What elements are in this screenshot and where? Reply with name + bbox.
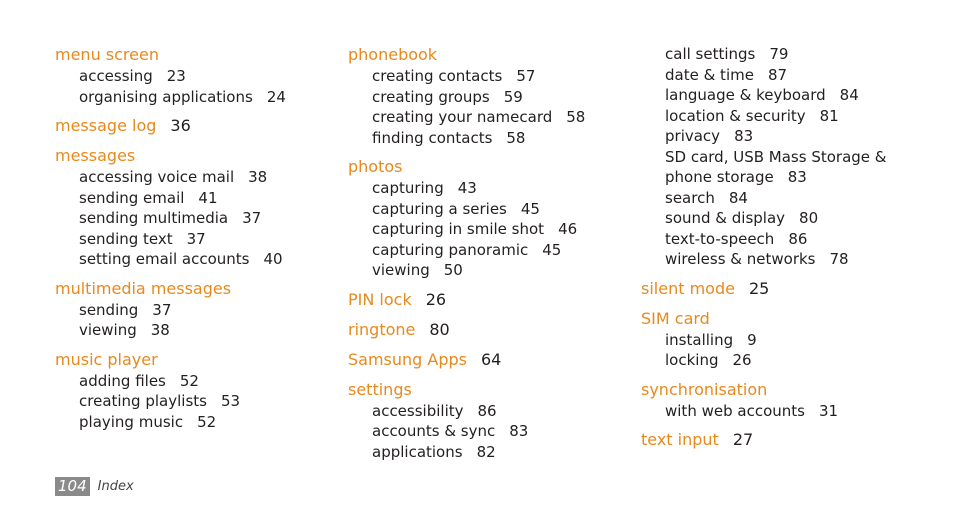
index-page-number: 83 <box>734 127 754 145</box>
index-column-3 <box>641 44 931 459</box>
index-page-number: 81 <box>819 106 839 125</box>
index-page-number: 78 <box>829 250 849 268</box>
index-heading <box>348 319 618 341</box>
index-heading <box>55 145 325 167</box>
index-page-number: 37 <box>186 229 206 248</box>
index-entry <box>348 289 618 311</box>
index-subentry-text: accounts & sync <box>372 422 496 440</box>
index-page-number: 23 <box>166 67 186 85</box>
index-subentry <box>348 401 618 422</box>
index-page-number: 52 <box>179 371 199 390</box>
index-subentry <box>641 85 931 106</box>
index-heading-text: synchronisation <box>641 379 768 399</box>
page-number: 104 <box>55 477 90 496</box>
index-page-number: 86 <box>788 229 808 248</box>
index-subentry <box>348 107 618 128</box>
index-entry <box>55 145 325 270</box>
index-page-number: 31 <box>818 401 839 420</box>
index-heading <box>641 379 931 401</box>
index-heading-text: PIN lock <box>348 289 412 309</box>
index-page-number: 38 <box>150 321 170 339</box>
index-entry <box>641 308 931 371</box>
index-subentry-text: sending <box>79 300 139 319</box>
index-subentry-text: setting email accounts <box>79 250 250 268</box>
index-subentry <box>348 199 618 220</box>
index-heading-text: phonebook <box>348 45 438 64</box>
index-page-number: 58 <box>566 108 586 126</box>
index-subentry-text: with web accounts <box>665 401 805 420</box>
index-entry <box>55 115 325 137</box>
index-subentry <box>55 208 325 229</box>
index-subentry <box>55 412 325 433</box>
index-page-number: 57 <box>516 67 536 85</box>
index-subentry <box>348 421 618 442</box>
index-subentry-text: capturing in smile shot <box>372 220 545 238</box>
index-subentry <box>55 249 325 270</box>
index-subentry <box>348 442 618 463</box>
index-subentry <box>641 229 931 250</box>
index-subentry-text: accessibility <box>372 401 464 420</box>
index-subentry-text: capturing <box>372 179 444 197</box>
index-page-number: 80 <box>799 209 819 227</box>
index-page-number: 87 <box>767 65 788 84</box>
index-page-number: 84 <box>839 86 859 104</box>
index-subentry-text: sending multimedia <box>79 209 229 227</box>
index-entry <box>641 278 931 300</box>
index-column-1 <box>55 44 325 440</box>
index-subentry-text: creating groups <box>372 87 490 106</box>
index-page-number: 36 <box>170 116 191 135</box>
index-subentry <box>55 167 325 188</box>
index-column-2 <box>348 44 618 470</box>
index-subentry <box>641 147 931 168</box>
index-subentry-text: privacy <box>665 127 721 145</box>
index-heading <box>55 115 325 137</box>
index-page-number: 79 <box>769 45 789 63</box>
index-page-number: 59 <box>503 87 523 106</box>
index-subentry <box>348 219 618 240</box>
index-subentry <box>641 401 931 422</box>
index-subentry <box>348 87 618 108</box>
index-subentry-text: organising applications <box>79 87 253 106</box>
index-subentry-text: locking <box>665 351 719 369</box>
index-subentry <box>55 320 325 341</box>
index-subentry-text: capturing a series <box>372 199 507 218</box>
index-entry <box>641 429 931 451</box>
index-page-number: 53 <box>220 392 241 410</box>
index-subentry-text: accessing voice mail <box>79 168 235 186</box>
index-subentry <box>55 188 325 209</box>
index-subentry-text: installing <box>665 330 734 349</box>
index-heading-text: SIM card <box>641 308 710 328</box>
index-heading <box>348 44 618 66</box>
index-page-number: 38 <box>248 168 268 186</box>
index-heading <box>641 308 931 330</box>
index-entry <box>348 379 618 463</box>
index-heading <box>641 278 931 300</box>
index-subentry-text: viewing <box>372 261 430 279</box>
index-subentry-text: sending text <box>79 229 173 248</box>
index-entry <box>641 44 931 270</box>
index-entry <box>55 44 325 107</box>
index-page-number: 43 <box>457 179 477 197</box>
index-page-number: 83 <box>509 422 529 440</box>
index-entry <box>348 349 618 371</box>
index-subentry <box>641 208 931 229</box>
index-subentry <box>55 229 325 250</box>
index-subentry-text: sending email <box>79 188 185 207</box>
index-page-number: 40 <box>263 250 283 268</box>
index-page-number: 24 <box>266 87 286 106</box>
index-page-number: 52 <box>197 412 217 431</box>
index-subentry <box>641 106 931 127</box>
index-page-number: 80 <box>429 319 450 339</box>
index-subentry <box>55 371 325 392</box>
index-subentry-text: call settings <box>665 45 756 63</box>
index-page-number: 37 <box>242 209 262 227</box>
section-name: Index <box>97 478 134 494</box>
index-subentry <box>55 300 325 321</box>
index-page-number: 84 <box>728 188 748 207</box>
index-subentry <box>641 65 931 86</box>
index-heading <box>348 349 618 371</box>
index-heading-text: music player <box>55 349 158 369</box>
index-entry <box>55 349 325 433</box>
index-heading-text: message log <box>55 116 157 135</box>
index-heading <box>55 349 325 371</box>
index-heading-text: settings <box>348 379 412 399</box>
index-heading-text: messages <box>55 146 136 165</box>
index-page-number: 37 <box>152 300 172 319</box>
index-heading <box>55 278 325 300</box>
index-entry <box>348 156 618 281</box>
index-heading <box>348 379 618 401</box>
index-subentry <box>641 167 931 188</box>
index-subentry <box>641 350 931 371</box>
index-heading-text: Samsung Apps <box>348 349 467 369</box>
index-subentry <box>55 87 325 108</box>
index-page-number: 26 <box>732 351 752 369</box>
index-page-number: 27 <box>732 430 754 449</box>
index-subentry <box>641 330 931 351</box>
index-heading <box>348 156 618 178</box>
index-subentry-text: SD card, USB Mass Storage & <box>665 147 887 166</box>
index-subentry-text: capturing panoramic <box>372 240 529 259</box>
index-heading <box>348 289 618 311</box>
index-heading-text: menu screen <box>55 45 159 64</box>
index-page-number: 83 <box>787 168 807 186</box>
index-subentry-text: location & security <box>665 106 806 125</box>
index-subentry <box>641 188 931 209</box>
index-page-number: 86 <box>477 401 497 420</box>
index-subentry-text: adding files <box>79 371 166 390</box>
index-heading <box>55 44 325 66</box>
index-entry <box>641 379 931 422</box>
index-heading-text: text input <box>641 430 719 449</box>
index-subentry <box>641 249 931 270</box>
index-page-number: 82 <box>476 442 496 461</box>
index-subentry-text: sound & display <box>665 209 786 227</box>
index-subentry-text: viewing <box>79 321 137 339</box>
index-page-number: 26 <box>425 289 447 309</box>
index-subentry-text: creating playlists <box>79 392 207 410</box>
index-entry <box>55 278 325 341</box>
index-subentry <box>55 66 325 87</box>
index-subentry-text: date & time <box>665 65 754 84</box>
index-subentry <box>348 128 618 149</box>
index-heading-text: ringtone <box>348 319 416 339</box>
page-footer <box>55 476 134 496</box>
index-subentry-text: applications <box>372 442 463 461</box>
index-subentry <box>348 260 618 281</box>
index-page-number: 58 <box>506 128 526 147</box>
index-subentry <box>348 178 618 199</box>
index-subentry-text: language & keyboard <box>665 86 826 104</box>
index-subentry-text: creating your namecard <box>372 108 553 126</box>
index-subentry <box>641 126 931 147</box>
index-page-number: 45 <box>520 199 540 218</box>
index-heading-text: silent mode <box>641 278 735 298</box>
index-page-number: 64 <box>481 349 502 369</box>
index-subentry-text: creating contacts <box>372 67 503 85</box>
index-subentry-text: phone storage <box>665 168 774 186</box>
index-page-number: 46 <box>558 220 578 238</box>
index-page-number: 45 <box>542 240 562 259</box>
index-subentry <box>348 66 618 87</box>
index-heading <box>641 429 931 451</box>
index-subentry-text: wireless & networks <box>665 250 816 268</box>
index-subentry-text: finding contacts <box>372 128 493 147</box>
index-entry <box>348 319 618 341</box>
index-subentry-text: accessing <box>79 67 153 85</box>
index-heading-text: multimedia messages <box>55 278 232 298</box>
index-subentry <box>55 391 325 412</box>
index-page-number: 41 <box>198 188 218 207</box>
index-page-number: 50 <box>443 261 463 279</box>
index-subentry <box>641 44 931 65</box>
index-subentry-text: text-to-speech <box>665 229 775 248</box>
index-page-number: 9 <box>747 330 757 349</box>
index-page-number: 25 <box>748 278 770 298</box>
index-subentry-text: search <box>665 188 715 207</box>
index-heading-text: photos <box>348 157 403 176</box>
index-subentry <box>348 240 618 261</box>
index-entry <box>348 44 618 148</box>
index-subentry-text: playing music <box>79 412 184 431</box>
